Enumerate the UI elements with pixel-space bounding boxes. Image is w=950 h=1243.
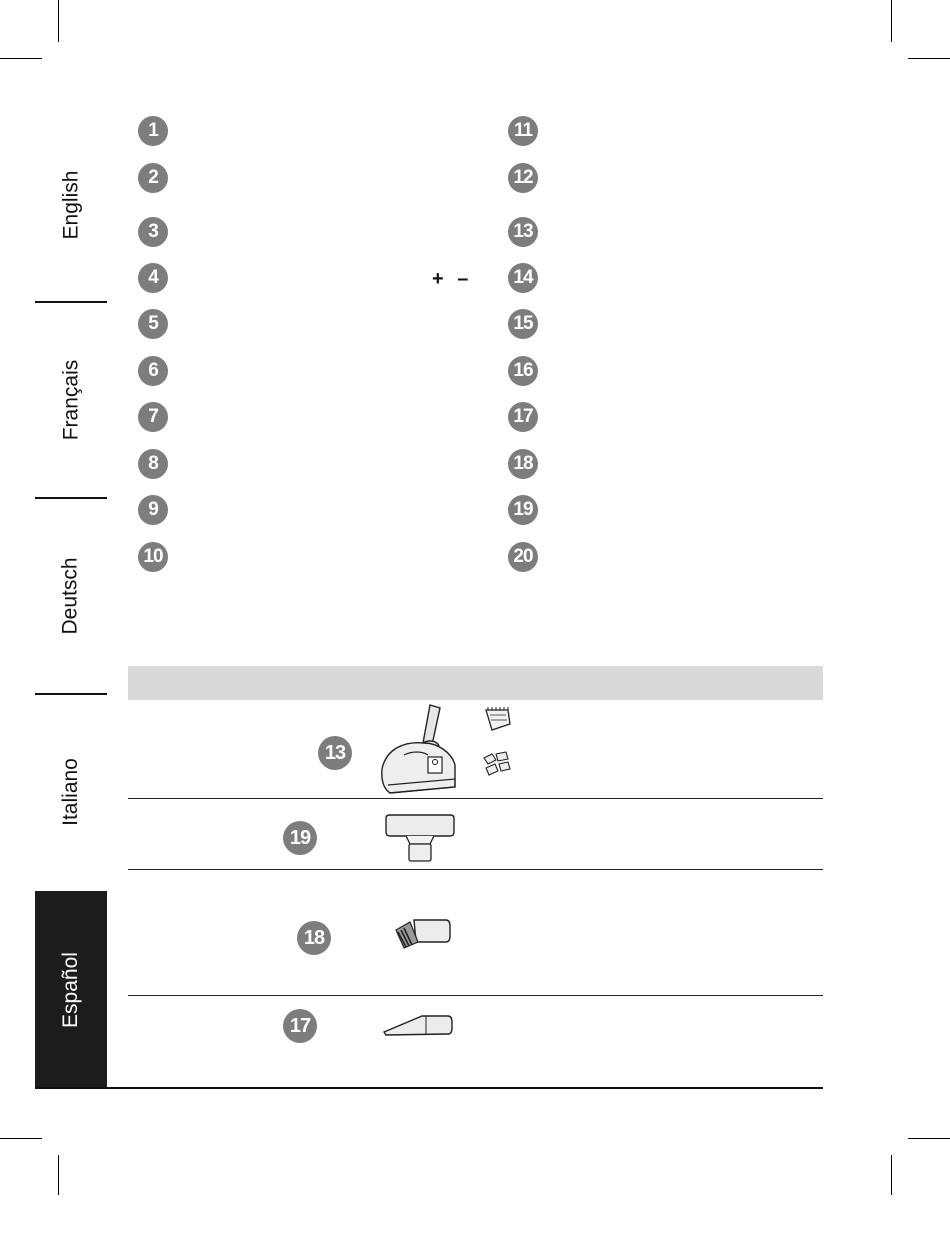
lang-divider xyxy=(35,301,107,303)
crevice-tool-icon xyxy=(382,1012,454,1038)
table-row-divider xyxy=(128,798,823,799)
part-number-badge: 13 xyxy=(508,217,538,247)
part-number-badge: 9 xyxy=(138,495,168,525)
accessory-number-badge: 17 xyxy=(283,1009,317,1043)
crop-mark xyxy=(908,58,950,59)
part-number-badge: 3 xyxy=(138,217,168,247)
lang-tab-deutsch[interactable] xyxy=(35,501,107,691)
accessory-number-badge: 18 xyxy=(297,921,331,955)
part-number-badge: 8 xyxy=(138,449,168,479)
lang-tab-english[interactable] xyxy=(35,110,107,300)
power-adjust-symbols: + – xyxy=(432,268,469,290)
part-number-badge: 19 xyxy=(508,495,538,525)
crop-mark xyxy=(58,1155,59,1195)
part-number-badge: 5 xyxy=(138,309,168,339)
crop-mark xyxy=(891,0,892,42)
crop-mark xyxy=(0,58,42,59)
part-number-badge: 20 xyxy=(508,542,538,572)
lang-divider xyxy=(35,497,107,499)
crop-mark xyxy=(0,1138,42,1139)
part-number-badge: 12 xyxy=(508,163,538,193)
lang-tab-label: Español xyxy=(59,951,83,1028)
accessory-table-header xyxy=(128,666,823,700)
accessory-number-badge: 19 xyxy=(283,821,317,855)
lang-tab-espanol[interactable] xyxy=(35,891,107,1088)
part-number-badge: 6 xyxy=(138,356,168,386)
part-number-badge: 14 xyxy=(508,263,538,293)
lang-tab-label: Français xyxy=(59,359,82,441)
part-number-badge: 10 xyxy=(138,542,168,572)
lang-tab-francais[interactable] xyxy=(35,305,107,495)
table-row-divider xyxy=(128,869,823,870)
lang-tab-label: Deutsch xyxy=(59,557,83,635)
table-row-divider xyxy=(128,995,823,996)
part-number-badge: 18 xyxy=(508,449,538,479)
floor-brush-icon xyxy=(378,703,458,798)
crop-mark xyxy=(58,0,59,42)
accessory-number-badge: 13 xyxy=(318,736,352,770)
lang-tab-label: Italiano xyxy=(59,758,82,826)
lang-tab-label: English xyxy=(58,170,82,240)
part-number-badge: 16 xyxy=(508,356,538,386)
table-bottom-rule xyxy=(35,1087,823,1089)
dusting-brush-icon xyxy=(392,916,452,952)
part-number-badge: 15 xyxy=(508,309,538,339)
crop-mark xyxy=(891,1155,892,1195)
foam-pads-icon xyxy=(480,750,514,778)
brush-strip-icon xyxy=(480,706,514,732)
crop-mark xyxy=(908,1138,950,1139)
part-number-badge: 1 xyxy=(138,116,168,146)
upholstery-nozzle-icon xyxy=(384,814,456,864)
lang-tab-italiano[interactable] xyxy=(35,697,107,887)
part-number-badge: 7 xyxy=(138,402,168,432)
lang-divider xyxy=(35,693,107,695)
part-number-badge: 17 xyxy=(508,402,538,432)
part-number-badge: 2 xyxy=(138,163,168,193)
part-number-badge: 11 xyxy=(508,116,538,146)
part-number-badge: 4 xyxy=(138,263,168,293)
